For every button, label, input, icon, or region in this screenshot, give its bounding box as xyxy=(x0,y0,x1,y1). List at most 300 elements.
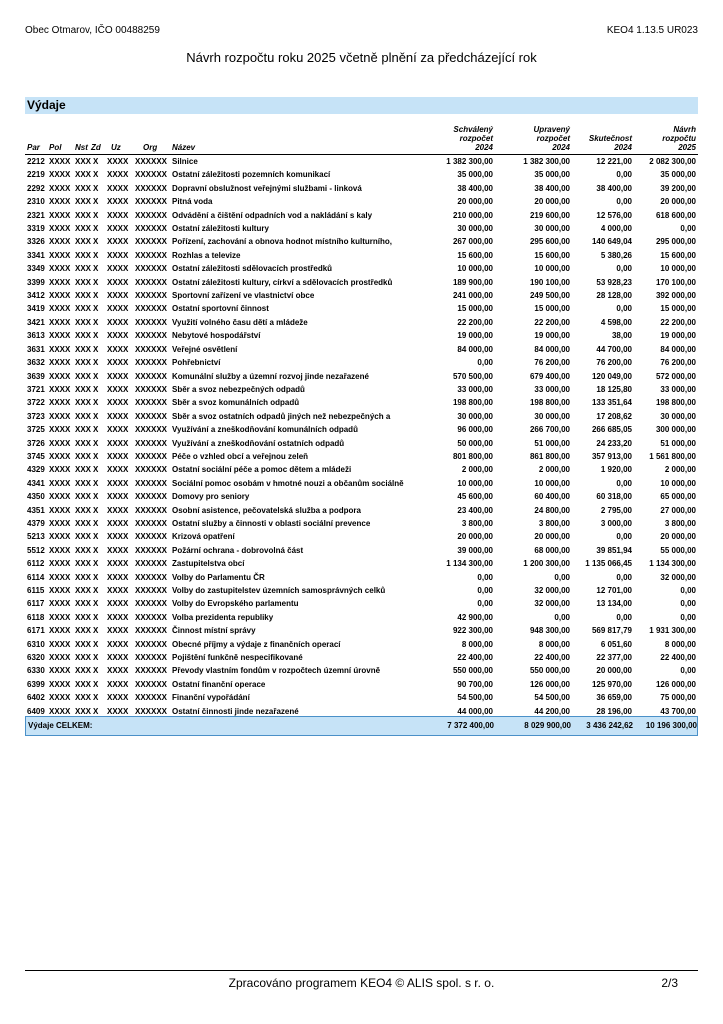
cell-org: XXXXXX xyxy=(135,438,168,448)
cell-zd: X xyxy=(93,371,99,381)
cell-zd: X xyxy=(93,398,99,408)
cell-org: XXXXXX xyxy=(135,304,168,314)
cell-zd: X xyxy=(93,237,99,247)
cell-sku: 44 700,00 xyxy=(596,344,632,354)
cell-uz: XXXX xyxy=(107,612,129,622)
cell-pol: XXXX xyxy=(49,237,71,247)
column-header xyxy=(25,122,698,154)
cell-zd: X xyxy=(93,706,99,716)
cell-org: XXXXXX xyxy=(135,197,168,207)
cell-nav: 32 000,00 xyxy=(660,572,696,582)
cell-upr: 550 000,00 xyxy=(529,666,570,676)
cell-sch: 45 600,00 xyxy=(457,492,493,502)
cell-sch: 570 500,00 xyxy=(452,371,493,381)
cell-pol: XXXX xyxy=(49,250,71,260)
cell-zd: X xyxy=(93,317,99,327)
table-row xyxy=(25,410,698,423)
cell-zd: X xyxy=(93,599,99,609)
cell-nst: XXX xyxy=(75,291,92,301)
cell-sch: 2 000,00 xyxy=(461,465,493,475)
cell-nst: XXX xyxy=(75,505,92,515)
cell-sku: 6 051,60 xyxy=(600,639,632,649)
cell-nazev: Silnice xyxy=(172,157,198,166)
cell-nav: 295 000,00 xyxy=(655,237,696,247)
cell-nav: 39 200,00 xyxy=(660,183,696,193)
cell-sku: 0,00 xyxy=(616,478,632,488)
cell-nav: 2 082 300,00 xyxy=(649,157,696,166)
cell-sch: 801 800,00 xyxy=(452,451,493,461)
cell-nav: 33 000,00 xyxy=(660,384,696,394)
cell-par: 6320 xyxy=(27,653,45,663)
cell-uz: XXXX xyxy=(107,693,129,703)
cell-sch: 22 400,00 xyxy=(457,653,493,663)
cell-upr: 0,00 xyxy=(554,612,570,622)
cell-pol: XXXX xyxy=(49,679,71,689)
cell-nazev: Komunální služby a územní rozvoj jinde nezařazené xyxy=(172,371,369,381)
table-row xyxy=(25,557,698,570)
page-title: Návrh rozpočtu roku 2025 včetně plnění za předcházející rok xyxy=(186,50,537,65)
cell-sku: 357 913,00 xyxy=(591,451,632,461)
cell-uz: XXXX xyxy=(107,425,129,435)
cell-sch: 267 000,00 xyxy=(452,237,493,247)
cell-uz: XXXX xyxy=(107,331,129,341)
cell-pol: XXXX xyxy=(49,371,71,381)
cell-nav: 3 800,00 xyxy=(664,518,696,528)
cell-nst: XXX xyxy=(75,157,92,166)
cell-sku: 22 377,00 xyxy=(596,653,632,663)
cell-pol: XXXX xyxy=(49,518,71,528)
cell-sku: 18 125,80 xyxy=(596,384,632,394)
cell-sch: 23 400,00 xyxy=(457,505,493,515)
cell-par: 6117 xyxy=(27,599,45,609)
cell-nav: 65 000,00 xyxy=(660,492,696,502)
table-row xyxy=(25,262,698,275)
cell-nav: 1 931 300,00 xyxy=(649,626,696,636)
cell-nav: 75 000,00 xyxy=(660,693,696,703)
cell-sku: 12 576,00 xyxy=(596,210,632,220)
cell-org: XXXXXX xyxy=(135,331,168,341)
cell-upr: 76 200,00 xyxy=(534,358,570,368)
cell-zd: X xyxy=(93,612,99,622)
cell-pol: XXXX xyxy=(49,545,71,555)
cell-nav: 15 000,00 xyxy=(660,304,696,314)
cell-par: 3419 xyxy=(27,304,45,314)
cell-nazev: Využívání a zneškodňování ostatních odpadů xyxy=(172,438,345,448)
table-row xyxy=(25,302,698,315)
cell-zd: X xyxy=(93,304,99,314)
cell-nazev: Dopravní obslužnost veřejnými službami - linková xyxy=(172,183,362,193)
cell-pol: XXXX xyxy=(49,317,71,327)
cell-zd: X xyxy=(93,411,99,421)
cell-upr: 30 000,00 xyxy=(534,224,570,234)
cell-uz: XXXX xyxy=(107,518,129,528)
cell-sku: 36 659,00 xyxy=(596,693,632,703)
cell-sch: 0,00 xyxy=(477,358,493,368)
cell-sku: 53 928,23 xyxy=(596,277,632,287)
cell-sku: 24 233,20 xyxy=(596,438,632,448)
cell-org: XXXXXX xyxy=(135,425,168,435)
cell-pol: XXXX xyxy=(49,331,71,341)
section-heading: Výdaje xyxy=(25,97,698,114)
cell-sku: 120 049,00 xyxy=(591,371,632,381)
cell-uz: XXXX xyxy=(107,639,129,649)
cell-nst: XXX xyxy=(75,599,92,609)
cell-sku: 0,00 xyxy=(616,304,632,314)
cell-org: XXXXXX xyxy=(135,505,168,515)
cell-nst: XXX xyxy=(75,250,92,260)
cell-pol: XXXX xyxy=(49,344,71,354)
cell-uz: XXXX xyxy=(107,237,129,247)
cell-sch: 10 000,00 xyxy=(457,264,493,274)
table-row xyxy=(25,638,698,651)
cell-org: XXXXXX xyxy=(135,291,168,301)
cell-upr: 84 000,00 xyxy=(534,344,570,354)
cell-org: XXXXXX xyxy=(135,237,168,247)
cell-upr: 20 000,00 xyxy=(534,197,570,207)
cell-par: 5213 xyxy=(27,532,45,542)
cell-pol: XXXX xyxy=(49,639,71,649)
cell-upr: 948 300,00 xyxy=(529,626,570,636)
cell-nst: XXX xyxy=(75,626,92,636)
cell-zd: X xyxy=(93,572,99,582)
cell-par: 3349 xyxy=(27,264,45,274)
page-number: 2/3 xyxy=(661,976,678,990)
cell-uz: XXXX xyxy=(107,653,129,663)
cell-nazev: Ostatní záležitosti kultury, církví a sdělovacích prostředků xyxy=(172,277,393,287)
cell-uz: XXXX xyxy=(107,344,129,354)
cell-nav: 30 000,00 xyxy=(660,411,696,421)
cell-nazev: Rozhlas a televize xyxy=(172,250,241,260)
cell-sku: 1 135 066,45 xyxy=(585,559,632,569)
cell-nazev: Nebytové hospodářství xyxy=(172,331,261,341)
cell-upr: 10 000,00 xyxy=(534,264,570,274)
cell-nst: XXX xyxy=(75,411,92,421)
cell-nst: XXX xyxy=(75,371,92,381)
cell-par: 6409 xyxy=(27,706,45,716)
cell-nazev: Odvádění a čištění odpadních vod a nakládání s kaly xyxy=(172,210,373,220)
cell-sku: 28 196,00 xyxy=(596,706,632,716)
cell-upr: 126 000,00 xyxy=(529,679,570,689)
cell-sch: 8 000,00 xyxy=(461,639,493,649)
col-upraveny: Upravený rozpočet 2024 xyxy=(533,125,570,152)
table-row xyxy=(25,383,698,396)
cell-pol: XXXX xyxy=(49,572,71,582)
cell-nazev: Ostatní finanční operace xyxy=(172,679,266,689)
cell-org: XXXXXX xyxy=(135,411,168,421)
cell-par: 2212 xyxy=(27,157,45,166)
cell-org: XXXXXX xyxy=(135,559,168,569)
cell-sku: 39 851,94 xyxy=(596,545,632,555)
cell-sku: 125 970,00 xyxy=(591,679,632,689)
cell-nazev: Ostatní záležitosti sdělovacích prostředků xyxy=(172,264,333,274)
cell-sku: 3 000,00 xyxy=(600,518,632,528)
cell-nst: XXX xyxy=(75,224,92,234)
cell-sch: 38 400,00 xyxy=(457,183,493,193)
cell-sch: 50 000,00 xyxy=(457,438,493,448)
cell-par: 2321 xyxy=(27,210,45,220)
table-row xyxy=(25,209,698,222)
cell-org: XXXXXX xyxy=(135,545,168,555)
cell-par: 3412 xyxy=(27,291,45,301)
cell-zd: X xyxy=(93,545,99,555)
cell-nazev: Sběr a svoz nebezpečných odpadů xyxy=(172,384,305,394)
cell-par: 3632 xyxy=(27,358,45,368)
cell-uz: XXXX xyxy=(107,197,129,207)
cell-nazev: Volby do Evropského parlamentu xyxy=(172,599,299,609)
cell-zd: X xyxy=(93,451,99,461)
cell-sku: 0,00 xyxy=(616,170,632,180)
cell-nst: XXX xyxy=(75,438,92,448)
cell-org: XXXXXX xyxy=(135,586,168,595)
cell-uz: XXXX xyxy=(107,505,129,515)
cell-nazev: Využití volného času dětí a mládeže xyxy=(172,317,308,327)
cell-sch: 1 382 300,00 xyxy=(446,157,493,166)
cell-upr: 35 000,00 xyxy=(534,170,570,180)
cell-sku: 0,00 xyxy=(616,197,632,207)
cell-sch: 90 700,00 xyxy=(457,679,493,689)
table-row xyxy=(25,597,698,610)
cell-pol: XXXX xyxy=(49,586,71,595)
cell-par: 3726 xyxy=(27,438,45,448)
cell-sch: 550 000,00 xyxy=(452,666,493,676)
cell-sku: 4 598,00 xyxy=(600,317,632,327)
cell-par: 3341 xyxy=(27,250,45,260)
cell-nav: 0,00 xyxy=(680,612,696,622)
cell-zd: X xyxy=(93,666,99,676)
cell-sku: 76 200,00 xyxy=(596,358,632,368)
cell-pol: XXXX xyxy=(49,210,71,220)
cell-zd: X xyxy=(93,586,99,595)
cell-org: XXXXXX xyxy=(135,679,168,689)
cell-nazev: Pitná voda xyxy=(172,197,213,207)
cell-uz: XXXX xyxy=(107,492,129,502)
cell-nst: XXX xyxy=(75,384,92,394)
table-row xyxy=(25,530,698,543)
cell-org: XXXXXX xyxy=(135,358,168,368)
cell-nazev: Péče o vzhled obcí a veřejnou zeleň xyxy=(172,451,309,461)
cell-sku: 38 400,00 xyxy=(596,183,632,193)
cell-nazev: Osobní asistence, pečovatelská služba a podpora xyxy=(172,505,361,515)
cell-org: XXXXXX xyxy=(135,451,168,461)
cell-upr: 22 400,00 xyxy=(534,653,570,663)
cell-uz: XXXX xyxy=(107,264,129,274)
cell-pol: XXXX xyxy=(49,224,71,234)
cell-uz: XXXX xyxy=(107,411,129,421)
cell-nazev: Činnost místní správy xyxy=(172,626,256,636)
cell-org: XXXXXX xyxy=(135,492,168,502)
table-row xyxy=(25,370,698,383)
cell-sch: 189 900,00 xyxy=(452,277,493,287)
cell-sch: 198 800,00 xyxy=(452,398,493,408)
cell-zd: X xyxy=(93,224,99,234)
cell-nazev: Ostatní sociální péče a pomoc dětem a mládeži xyxy=(172,465,352,475)
cell-org: XXXXXX xyxy=(135,612,168,622)
header-program-version: KEO4 1.13.5 UR023 xyxy=(606,25,698,36)
cell-upr: 33 000,00 xyxy=(534,384,570,394)
cell-pol: XXXX xyxy=(49,505,71,515)
cell-par: 4350 xyxy=(27,492,45,502)
cell-nst: XXX xyxy=(75,679,92,689)
cell-nst: XXX xyxy=(75,344,92,354)
cell-zd: X xyxy=(93,505,99,515)
cell-uz: XXXX xyxy=(107,304,129,314)
table-row xyxy=(25,182,698,195)
cell-nst: XXX xyxy=(75,210,92,220)
cell-org: XXXXXX xyxy=(135,398,168,408)
cell-nazev: Sportovní zařízení ve vlastnictví obce xyxy=(172,291,315,301)
cell-org: XXXXXX xyxy=(135,250,168,260)
cell-sch: 30 000,00 xyxy=(457,411,493,421)
cell-pol: XXXX xyxy=(49,465,71,475)
footer-divider xyxy=(25,970,698,971)
cell-nst: XXX xyxy=(75,532,92,542)
cell-pol: XXXX xyxy=(49,532,71,542)
cell-uz: XXXX xyxy=(107,626,129,636)
col-pol: Pol xyxy=(49,143,62,152)
cell-nav: 392 000,00 xyxy=(655,291,696,301)
cell-par: 6112 xyxy=(27,559,45,569)
cell-nav: 618 600,00 xyxy=(655,210,696,220)
table-row xyxy=(25,155,698,168)
cell-par: 4351 xyxy=(27,505,45,515)
cell-nav: 55 000,00 xyxy=(660,545,696,555)
cell-upr: 219 600,00 xyxy=(529,210,570,220)
cell-nst: XXX xyxy=(75,559,92,569)
cell-nst: XXX xyxy=(75,518,92,528)
cell-pol: XXXX xyxy=(49,612,71,622)
cell-nst: XXX xyxy=(75,277,92,287)
table-row xyxy=(25,289,698,302)
cell-nazev: Pořízení, zachování a obnova hodnot místního kulturního, xyxy=(172,237,393,247)
cell-upr: 30 000,00 xyxy=(534,411,570,421)
cell-par: 4341 xyxy=(27,478,45,488)
table-row xyxy=(25,504,698,517)
cell-uz: XXXX xyxy=(107,451,129,461)
col-org: Org xyxy=(143,143,158,152)
cell-nazev: Veřejné osvětlení xyxy=(172,344,238,354)
cell-sku: 5 380,26 xyxy=(600,250,632,260)
table-row xyxy=(25,423,698,436)
cell-par: 3721 xyxy=(27,384,45,394)
cell-org: XXXXXX xyxy=(135,170,168,180)
cell-org: XXXXXX xyxy=(135,626,168,636)
cell-upr: 679 400,00 xyxy=(529,371,570,381)
cell-org: XXXXXX xyxy=(135,344,168,354)
cell-nst: XXX xyxy=(75,465,92,475)
cell-nav: 20 000,00 xyxy=(660,532,696,542)
cell-nav: 198 800,00 xyxy=(655,398,696,408)
col-par: Par xyxy=(27,143,40,152)
cell-sku: 60 318,00 xyxy=(596,492,632,502)
cell-sch: 42 900,00 xyxy=(457,612,493,622)
cell-par: 2219 xyxy=(27,170,45,180)
cell-org: XXXXXX xyxy=(135,371,168,381)
cell-zd: X xyxy=(93,492,99,502)
cell-org: XXXXXX xyxy=(135,599,168,609)
table-row xyxy=(25,490,698,503)
cell-uz: XXXX xyxy=(107,157,129,166)
cell-sku: 0,00 xyxy=(616,264,632,274)
cell-nazev: Finanční vypořádání xyxy=(172,693,250,703)
cell-zd: X xyxy=(93,197,99,207)
cell-sku: 1 920,00 xyxy=(600,465,632,475)
cell-nst: XXX xyxy=(75,545,92,555)
cell-sku: 12 701,00 xyxy=(596,586,632,595)
cell-par: 6115 xyxy=(27,586,45,595)
cell-pol: XXXX xyxy=(49,291,71,301)
cell-nav: 0,00 xyxy=(680,599,696,609)
cell-uz: XXXX xyxy=(107,599,129,609)
cell-nst: XXX xyxy=(75,706,92,716)
col-schvaleny: Schválený rozpočet 2024 xyxy=(453,125,493,152)
cell-zd: X xyxy=(93,250,99,260)
cell-zd: X xyxy=(93,291,99,301)
cell-uz: XXXX xyxy=(107,183,129,193)
cell-sch: 0,00 xyxy=(477,586,493,595)
cell-nav: 572 000,00 xyxy=(655,371,696,381)
table-row xyxy=(25,517,698,530)
cell-par: 3723 xyxy=(27,411,45,421)
cell-zd: X xyxy=(93,344,99,354)
cell-upr: 68 000,00 xyxy=(534,545,570,555)
cell-upr: 19 000,00 xyxy=(534,331,570,341)
table-row xyxy=(25,611,698,624)
cell-nav: 0,00 xyxy=(680,224,696,234)
cell-par: 3399 xyxy=(27,277,45,287)
table-row xyxy=(25,544,698,557)
cell-nst: XXX xyxy=(75,183,92,193)
cell-org: XXXXXX xyxy=(135,478,168,488)
cell-upr: 54 500,00 xyxy=(534,693,570,703)
cell-nst: XXX xyxy=(75,451,92,461)
cell-upr: 60 400,00 xyxy=(534,492,570,502)
col-zd: Zd xyxy=(91,143,101,152)
cell-zd: X xyxy=(93,277,99,287)
cell-pol: XXXX xyxy=(49,398,71,408)
cell-upr: 3 800,00 xyxy=(538,518,570,528)
cell-nazev: Ostatní služby a činnosti v oblasti sociální prevence xyxy=(172,518,371,528)
cell-upr: 861 800,00 xyxy=(529,451,570,461)
cell-upr: 249 500,00 xyxy=(529,291,570,301)
cell-uz: XXXX xyxy=(107,532,129,542)
cell-par: 4379 xyxy=(27,518,45,528)
table-row xyxy=(25,477,698,490)
cell-nav: 51 000,00 xyxy=(660,438,696,448)
cell-sch: 44 000,00 xyxy=(457,706,493,716)
col-nst: Nst xyxy=(75,143,88,152)
cell-pol: XXXX xyxy=(49,559,71,569)
cell-nav: 27 000,00 xyxy=(660,505,696,515)
cell-org: XXXXXX xyxy=(135,210,168,220)
cell-pol: XXXX xyxy=(49,197,71,207)
cell-pol: XXXX xyxy=(49,304,71,314)
cell-pol: XXXX xyxy=(49,478,71,488)
cell-nav: 8 000,00 xyxy=(664,639,696,649)
cell-nazev: Ostatní činnosti jinde nezařazené xyxy=(172,706,299,716)
cell-par: 6114 xyxy=(27,572,45,582)
cell-org: XXXXXX xyxy=(135,317,168,327)
cell-upr: 15 600,00 xyxy=(534,250,570,260)
cell-nst: XXX xyxy=(75,398,92,408)
cell-org: XXXXXX xyxy=(135,465,168,475)
cell-nst: XXX xyxy=(75,170,92,180)
cell-nazev: Ostatní záležitosti kultury xyxy=(172,224,269,234)
cell-org: XXXXXX xyxy=(135,693,168,703)
cell-zd: X xyxy=(93,532,99,542)
table-row xyxy=(25,329,698,342)
total-navrh: 10 196 300,00 xyxy=(645,721,697,730)
cell-sku: 4 000,00 xyxy=(600,224,632,234)
